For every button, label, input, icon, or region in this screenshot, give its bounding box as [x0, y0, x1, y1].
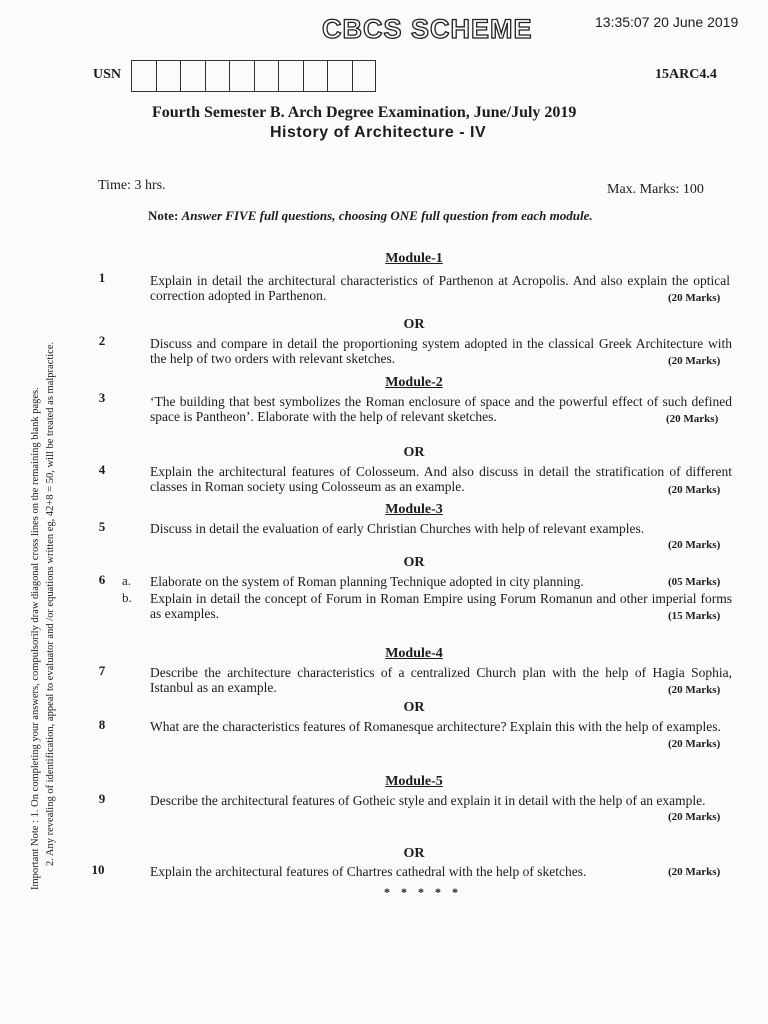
q1-text: Explain in detail the architectural characteristics of Parthenon at Acropolis. And also explain the optical correction adopted in Parthenon.	[150, 273, 730, 303]
q2-number: 2	[98, 333, 106, 348]
side-important-note	[28, 342, 58, 890]
or-4: OR	[403, 700, 425, 715]
subject-title: History of Architecture - IV	[270, 124, 487, 141]
q6b-marks: (15 Marks)	[668, 610, 721, 622]
q2-marks: (20 Marks)	[668, 355, 721, 367]
q7-marks: (20 Marks)	[668, 684, 721, 696]
usn-box	[131, 60, 156, 92]
usn-box	[352, 60, 377, 92]
or-1: OR	[403, 317, 425, 332]
note-label: Note:	[148, 208, 179, 223]
q3-text: ‘The building that best symbolizes the Roman enclosure of space and the powerful effect of such defined space is Pantheon’. Elaborate with the help of relevant sketches.	[150, 394, 732, 424]
module-5-heading: Module-5	[385, 774, 443, 789]
q8-text: What are the characteristics features of Romanesque architecture? Explain this with the help of examples.	[150, 719, 721, 734]
usn-box	[156, 60, 181, 92]
module-2-heading: Module-2	[385, 375, 443, 390]
course-code: 15ARC4.4	[655, 67, 717, 82]
q9-number: 9	[98, 791, 106, 806]
usn-box	[205, 60, 230, 92]
q4-marks: (20 Marks)	[668, 484, 721, 496]
q5-text: Discuss in detail the evaluation of early Christian Churches with help of relevant examples.	[150, 521, 645, 536]
module-4-heading: Module-4	[385, 646, 443, 661]
scan-timestamp: 13:35:07 20 June 2019	[595, 14, 739, 30]
q5-marks: (20 Marks)	[668, 539, 721, 551]
usn-box	[254, 60, 279, 92]
usn-boxes	[131, 60, 376, 92]
usn-box	[229, 60, 254, 92]
side-note-line1: Important Note : 1. On completing your answers, compulsorily draw diagonal cross lines on the remaining blank pages.	[30, 387, 41, 890]
time-allowed: Time: 3 hrs.	[98, 178, 166, 193]
q10-text: Explain the architectural features of Chartres cathedral with the help of sketches.	[150, 864, 587, 879]
q9-marks: (20 Marks)	[668, 811, 721, 823]
or-5: OR	[403, 846, 425, 861]
usn-box	[303, 60, 328, 92]
side-note-line2: 2. Any revealing of identification, appeal to evaluator and /or equations written eg, 42+8 = 50, will be treated as malpractice.	[45, 341, 56, 866]
q7-text: Describe the architecture characteristics of a centralized Church plan with the help of Hagia Sophia, Istanbul as an example.	[150, 665, 732, 695]
q3-number: 3	[98, 390, 106, 405]
q2-text: Discuss and compare in detail the proportioning system adopted in the classical Greek Architecture with the help of two orders with relevant sketches.	[150, 336, 732, 366]
or-2: OR	[403, 445, 425, 460]
usn-box	[180, 60, 205, 92]
q1-marks: (20 Marks)	[668, 292, 721, 304]
q7-number: 7	[98, 663, 106, 678]
q4-text: Explain the architectural features of Colosseum. And also discuss in detail the stratification of different classes in Roman society using Colosseum as an example.	[150, 464, 732, 494]
q5-number: 5	[98, 519, 106, 534]
q3-marks: (20 Marks)	[666, 413, 719, 425]
module-1-heading: Module-1	[385, 251, 443, 266]
q9-text: Describe the architectural features of Gotheic style and explain it in detail with the help of an example.	[150, 793, 706, 808]
q6a-text: Elaborate on the system of Roman planning Technique adopted in city planning.	[150, 574, 584, 589]
q1-number: 1	[98, 270, 106, 285]
usn-box	[327, 60, 352, 92]
module-3-heading: Module-3	[385, 502, 443, 517]
q6b-part: b.	[122, 590, 132, 605]
q4-number: 4	[98, 462, 106, 477]
q6a-marks: (05 Marks)	[668, 576, 721, 588]
q6b-text: Explain in detail the concept of Forum in Roman Empire using Forum Romanun and other imperial forms as examples.	[150, 591, 732, 621]
q6a-part: a.	[122, 573, 132, 588]
exam-title: Fourth Semester B. Arch Degree Examination, June/July 2019	[152, 104, 577, 121]
usn-label: USN	[93, 67, 122, 82]
q10-number: 10	[91, 862, 105, 877]
or-3: OR	[403, 555, 425, 570]
q8-marks: (20 Marks)	[668, 738, 721, 750]
usn-box	[278, 60, 303, 92]
end-stars: * * * * *	[384, 885, 462, 899]
q8-number: 8	[98, 717, 106, 732]
note-text: Answer FIVE full questions, choosing ONE full question from each module.	[181, 208, 593, 223]
instructions-note	[148, 208, 593, 224]
max-marks: Max. Marks: 100	[607, 182, 704, 197]
scheme-logo: CBCS SCHEME	[322, 14, 533, 44]
q10-marks: (20 Marks)	[668, 866, 721, 878]
q6-number: 6	[98, 572, 106, 587]
